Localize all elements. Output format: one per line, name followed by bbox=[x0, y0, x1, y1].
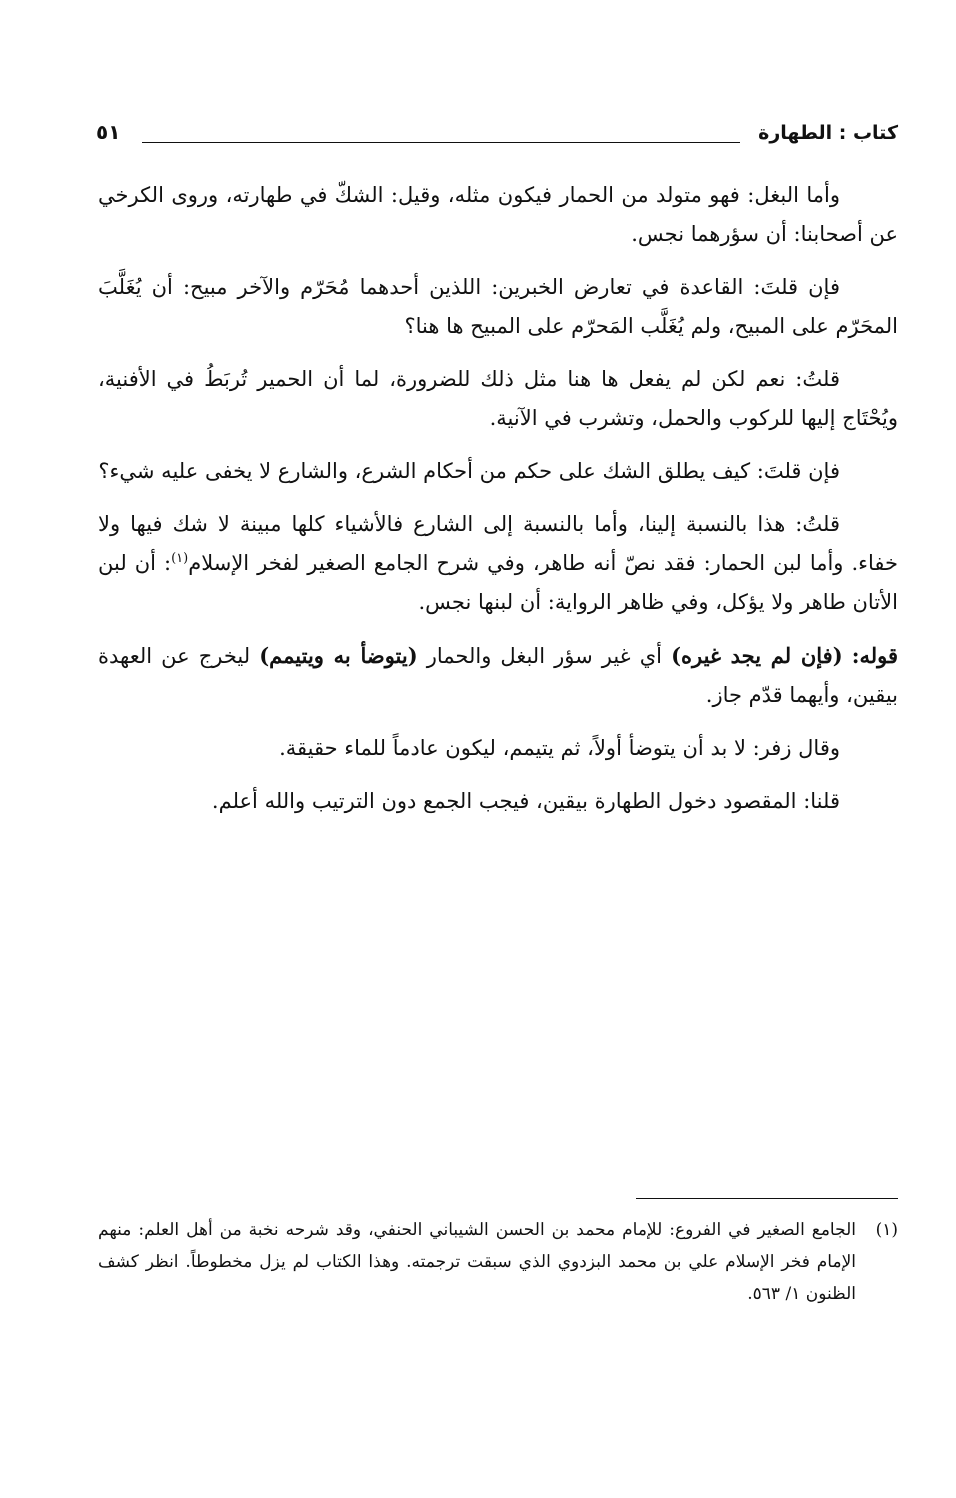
footnote bbox=[98, 1214, 898, 1310]
header-rule bbox=[142, 142, 740, 143]
matn-quote: (يتوضأ به ويتيمم) bbox=[259, 643, 418, 668]
footnote-separator bbox=[636, 1198, 898, 1199]
footnote-number: (١) bbox=[875, 1220, 898, 1240]
main-text bbox=[98, 176, 898, 835]
page-header bbox=[96, 118, 898, 152]
chapter-title: كتاب : الطهارة bbox=[758, 122, 898, 144]
paragraph-answer-necessity: قلتُ: نعم لكن لم يفعل ها هنا مثل ذلك للضرورة، لما أن الحمير تُربَطُ في الأفنية، ويُحْتَاج إليها للركوب والحمل، وتشرب في الآنية. bbox=[98, 367, 898, 430]
paragraph-objection-conflict: فإن قلتَ: القاعدة في تعارض الخبرين: اللذين أحدهما مُحَرّم والآخر مبيح: أن يُغَلَّبَ المحَرّم على المبيح، ولم يُغَلَّب المَحرّم على المبيح ها هنا؟ bbox=[98, 275, 898, 338]
footnote-text: الجامع الصغير في الفروع: للإمام محمد بن الحسن الشيباني الحنفي، وقد شرحه نخبة من أهل العلم: منهم الإمام فخر الإسلام علي بن محمد البزدوي الذي سبقت ترجمته. وهذا الكتاب لم يزل مخطوطاً. انظر كشف الظنون ١/ ٥٦٣. bbox=[98, 1220, 856, 1304]
paragraph-reply: قلنا: المقصود دخول الطهارة بيقين، فيجب الجمع دون الترتيب والله أعلم. bbox=[211, 789, 840, 813]
paragraph-objection-doubt: فإن قلتَ: كيف يطلق الشك على حكم من أحكام الشرع، والشارع لا يخفى عليه شيء؟ bbox=[98, 459, 840, 483]
paragraph-answer-donkey-milk bbox=[98, 505, 898, 622]
commentary-label: قوله: bbox=[851, 643, 899, 668]
paragraph-mule: وأما البغل: فهو متولد من الحمار فيكون مثله، وقيل: الشكّ في طهارته، وروى الكرخي عن أصحابنا: أن سؤرهما نجس. bbox=[98, 183, 898, 246]
paragraph-text: ليخرج عن العهدة بيقين، وأيهما قدّم جاز. bbox=[98, 644, 898, 707]
paragraph-text: أي غير سؤر البغل والحمار bbox=[417, 644, 672, 668]
footnote-reference: (١) bbox=[171, 551, 189, 566]
page-number: ٥١ bbox=[96, 120, 121, 144]
paragraph-text: قلتُ: هذا بالنسبة إلينا، وأما بالنسبة إلى الشارع فالأشياء كلها مبينة لا شك فيها ولا خفاء. وأما لبن الحمار: فقد نصّ أنه طاهر، وفي شرح الجامع الصغير لفخر الإسلام bbox=[98, 512, 899, 575]
paragraph-commentary bbox=[98, 636, 898, 715]
paragraph-zufar: وقال زفر: لا بد أن يتوضأ أولاً، ثم يتيمم، ليكون عادماً للماء حقيقة. bbox=[279, 736, 840, 760]
paragraph-text: : أن لبن الأتان طاهر ولا يؤكل، وفي ظاهر الرواية: أن لبنها نجس. bbox=[98, 551, 898, 614]
matn-quote: (فإن لم يجد غيره) bbox=[671, 643, 843, 668]
